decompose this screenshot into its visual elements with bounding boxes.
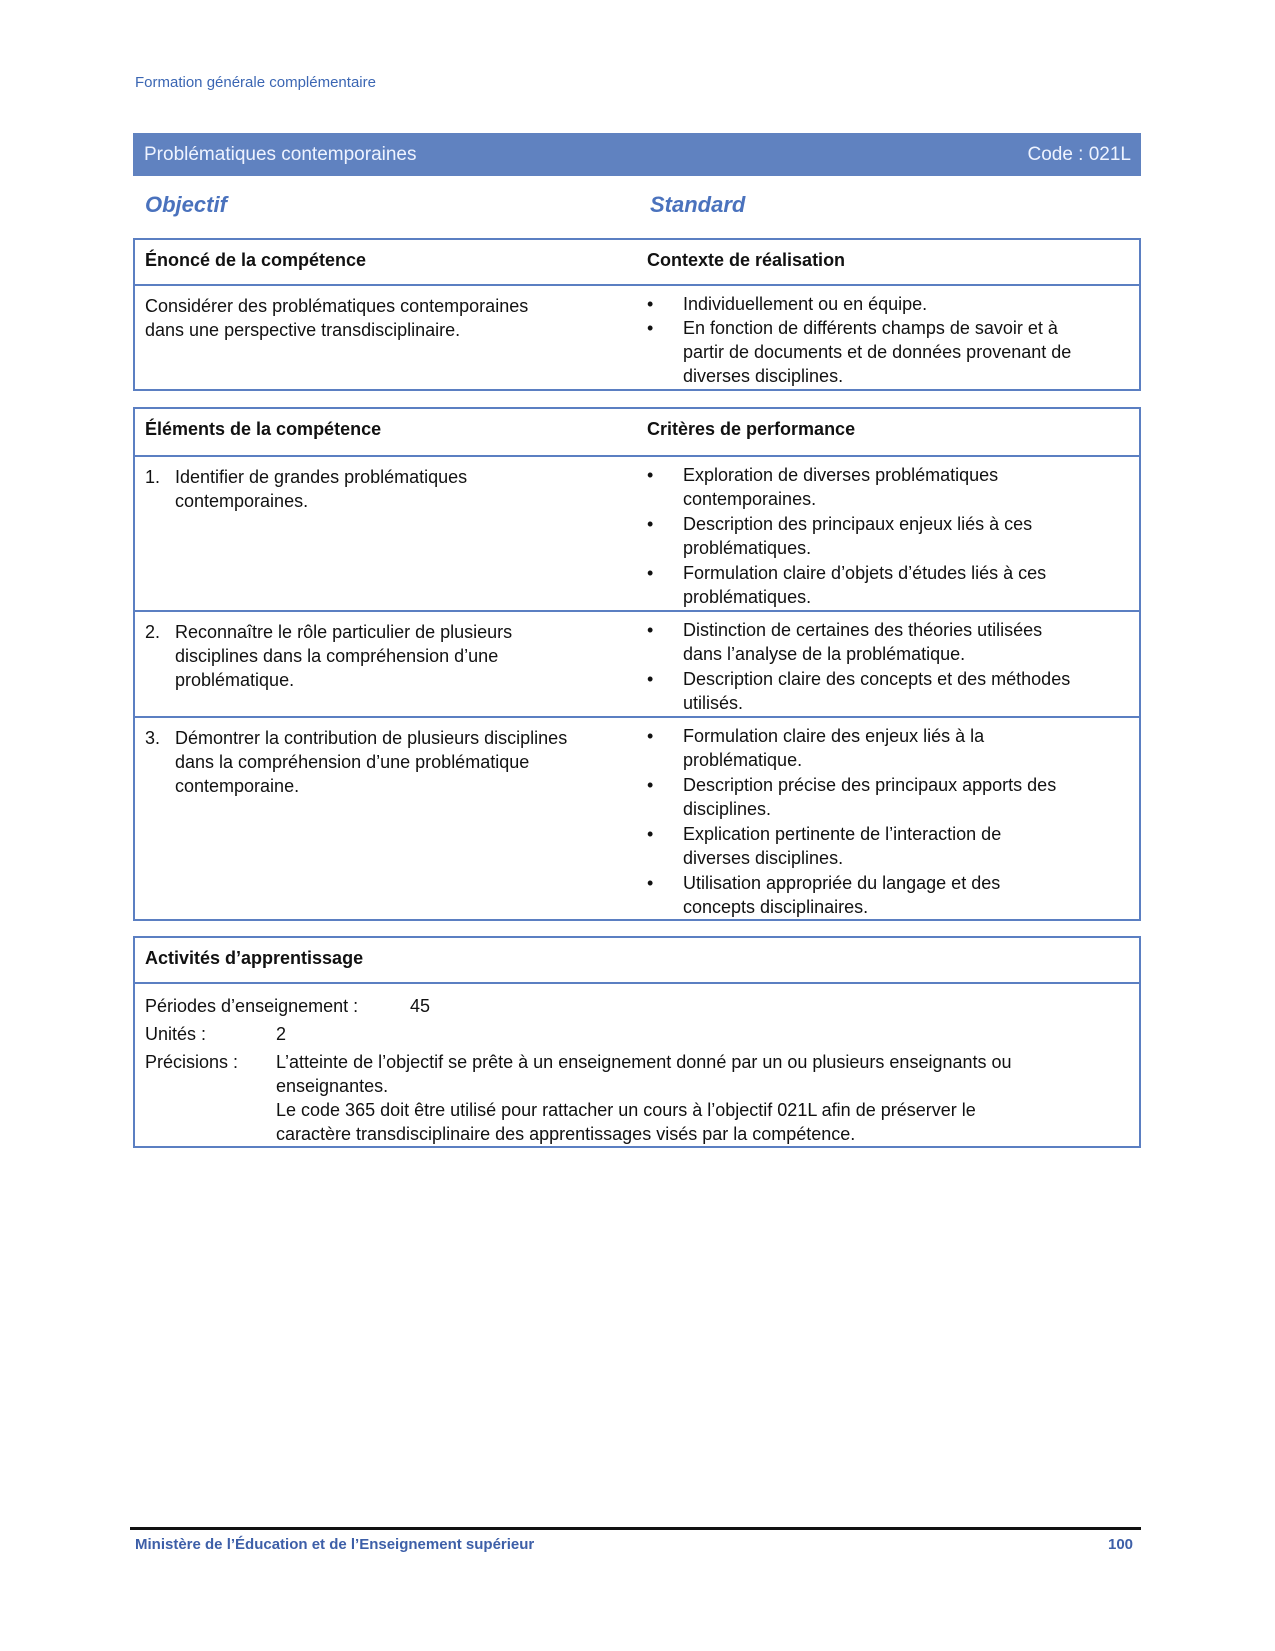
bullet-icon: • [647,318,654,338]
context-header: Contexte de réalisation [647,250,846,270]
bullet-icon: • [647,775,654,795]
standard-label: Standard [650,192,746,217]
element-line: Démontrer la contribution de plusieurs disciplines [175,728,568,748]
precisions-text [276,1050,1136,1146]
criterion-line: Description des principaux enjeux liés à ces [683,514,1033,534]
bullet-icon: • [647,726,654,746]
criterion-line: diverses disciplines. [683,848,844,868]
criterion-line: Exploration de diverses problématiques [683,465,999,485]
criterion-line: Description précise des principaux apports des [683,775,1057,795]
bullet-icon: • [647,514,654,534]
element-line: Reconnaître le rôle particulier de plusieurs [175,622,513,642]
bullet-icon: • [647,824,654,844]
bullet-icon: • [647,669,654,689]
elements-header-label: Éléments de la compétence [145,419,382,439]
element-number: 3. [145,728,161,748]
criterion-line: problématiques. [683,587,812,607]
running-header: Formation générale complémentaire [135,74,376,91]
criterion-line: Description claire des concepts et des méthodes [683,669,1071,689]
context-line: partir de documents et de données provenant de [683,342,1072,362]
units-label: Unités : [145,1024,207,1044]
criterion-line: problématiques. [683,538,812,558]
precisions-line: Le code 365 doit être utilisé pour rattacher un cours à l’objectif 021L afin de préserver le [276,1100,976,1120]
footer-rule [130,1527,1141,1530]
context-line: En fonction de différents champs de savoir et à [683,318,1058,338]
activities-box [133,936,1141,1148]
element-line: contemporaines. [175,491,309,511]
element-row [135,612,1139,718]
statement-line: dans une perspective transdisciplinaire. [145,320,461,340]
competence-box [133,238,1141,391]
bullet-icon: • [647,465,654,485]
precisions-line: caractère transdisciplinaire des apprentissages visés par la compétence. [276,1124,856,1144]
units-value: 2 [276,1024,287,1044]
activities-header [135,938,1139,984]
criterion-line: concepts disciplinaires. [683,897,869,917]
element-line: dans la compréhension d’une problématique [175,752,530,772]
bullet-icon: • [647,294,654,314]
periods-label: Périodes d’enseignement : [145,996,359,1016]
bullet-icon: • [647,620,654,640]
footer-ministry: Ministère de l’Éducation et de l’Enseignement supérieur [135,1536,535,1553]
criterion-line: disciplines. [683,799,772,819]
elements-header [135,409,1139,457]
criterion-line: contemporaines. [683,489,817,509]
bullet-icon: • [647,563,654,583]
bullet-icon: • [647,873,654,893]
criterion-line: Distinction de certaines des théories utilisées [683,620,1043,640]
course-code: Code : 021L [1027,143,1131,165]
criterion-line: Formulation claire d’objets d’études liés à ces [683,563,1047,583]
element-line: Identifier de grandes problématiques [175,467,468,487]
criterion-line: Formulation claire des enjeux liés à la [683,726,985,746]
precisions-line: enseignantes. [276,1076,389,1096]
element-row [135,718,1139,923]
elements-box [133,407,1141,921]
title-bar [133,133,1141,176]
element-number: 1. [145,467,161,487]
criterion-line: Utilisation appropriée du langage et des [683,873,1001,893]
precisions-line: L’atteinte de l’objectif se prête à un enseignement donné par un ou plusieurs enseignants ou [276,1052,1012,1072]
context-line: Individuellement ou en équipe. [683,294,928,314]
section-labels [145,192,1125,222]
context-line: diverses disciplines. [683,366,844,386]
element-line: contemporaine. [175,776,300,796]
activities-header-label: Activités d’apprentissage [145,948,364,968]
criteria-header-label: Critères de performance [647,419,856,439]
criterion-line: dans l’analyse de la problématique. [683,644,966,664]
competence-header [135,240,1139,286]
statement-line: Considérer des problématiques contemporaines [145,296,529,316]
element-line: disciplines dans la compréhension d’une [175,646,499,666]
page-number: 100 [1108,1536,1134,1553]
criterion-line: Explication pertinente de l’interaction de [683,824,1002,844]
course-title: Problématiques contemporaines [144,143,417,165]
criterion-line: problématique. [683,750,803,770]
element-row [135,457,1139,612]
criterion-line: utilisés. [683,693,744,713]
element-number: 2. [145,622,161,642]
competence-statement [145,294,625,342]
objectif-label: Objectif [145,192,227,217]
periods-value: 45 [410,996,431,1016]
element-line: problématique. [175,670,295,690]
statement-header: Énoncé de la compétence [145,250,367,270]
precisions-label: Précisions : [145,1052,239,1072]
